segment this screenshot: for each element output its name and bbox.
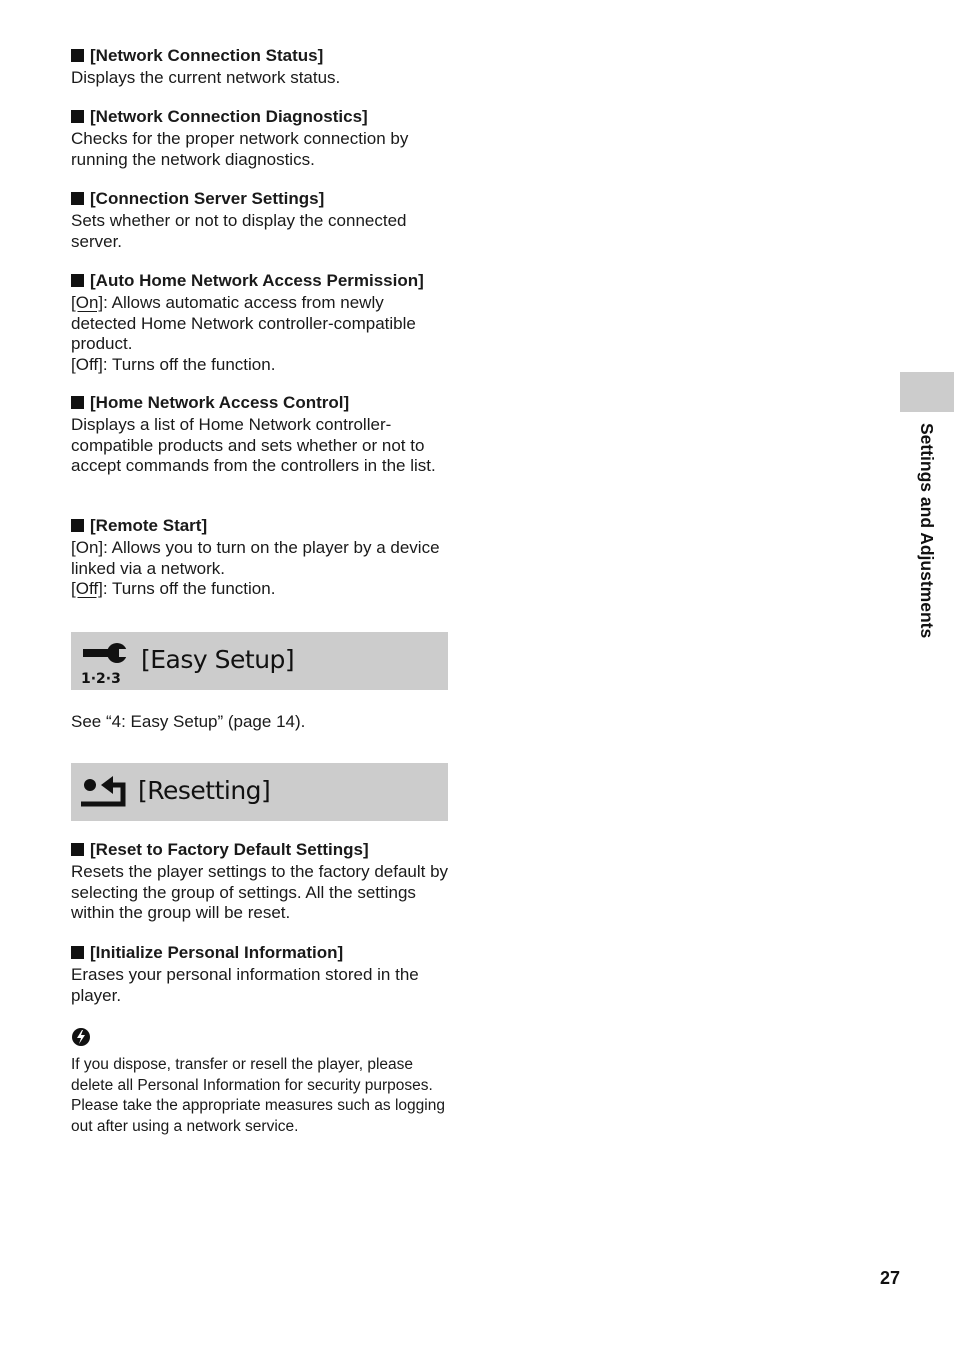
side-tab-text: Settings and Adjustments — [917, 423, 937, 639]
warning-icon — [71, 1027, 91, 1047]
bullet-square-icon — [71, 519, 84, 532]
section-body: Displays the current network status. — [71, 68, 341, 87]
section-title: [Home Network Access Control] — [90, 393, 350, 412]
option-off-text: : Turns off the function. — [102, 579, 276, 598]
resetting-title: [Resetting] — [138, 776, 271, 805]
section-auto-home-network-access — [71, 271, 449, 375]
section-connection-server-settings — [71, 189, 449, 252]
wrench-icon — [79, 632, 139, 690]
bullet-square-icon — [71, 274, 84, 287]
resetting-banner — [71, 763, 448, 821]
section-body: Checks for the proper network connection by running the network diagnostics. — [71, 129, 409, 169]
option-off-text: : Turns off the function. — [102, 354, 276, 374]
section-reset-factory-defaults — [71, 840, 449, 924]
section-heading — [71, 840, 449, 860]
section-remote-start — [71, 516, 449, 600]
section-title: [Reset to Factory Default Settings] — [90, 840, 369, 859]
section-network-connection-status — [71, 46, 449, 89]
easy-setup-text — [71, 710, 449, 733]
bullet-square-icon — [71, 110, 84, 123]
section-title: [Auto Home Network Access Permission] — [90, 271, 424, 290]
section-body: Sets whether or not to display the connected server. — [71, 211, 407, 251]
option-off: [Off] — [71, 354, 103, 374]
easy-setup-reference: See “4: Easy Setup” (page 14). — [71, 712, 306, 731]
bullet-square-icon — [71, 946, 84, 959]
easy-setup-banner — [71, 632, 448, 690]
option-on-text: : Allows you to turn on the player by a device linked via a network. — [71, 538, 440, 578]
note-text: If you dispose, transfer or resell the player, please delete all Personal Information for security purposes. Please take the appropriate measures such as logging out after using a network service. — [71, 1056, 445, 1135]
bullet-square-icon — [71, 396, 84, 409]
option-on: [On] — [71, 538, 104, 557]
default-option-off: [Off] — [71, 579, 103, 598]
section-heading — [71, 393, 449, 413]
section-heading — [71, 107, 449, 127]
section-body — [71, 293, 449, 375]
icon-number-text: 1·2·3 — [81, 671, 121, 687]
section-title: [Connection Server Settings] — [90, 189, 325, 208]
reset-icon — [79, 763, 139, 821]
side-tab-label — [915, 423, 939, 683]
option-on-text: : Allows automatic access from newly detected Home Network controller-compatible product. — [71, 293, 416, 353]
section-network-connection-diagnostics — [71, 107, 449, 170]
bullet-square-icon — [71, 192, 84, 205]
bullet-square-icon — [71, 843, 84, 856]
section-heading — [71, 516, 449, 536]
section-title: [Network Connection Status] — [90, 46, 324, 65]
section-initialize-personal-info — [71, 943, 449, 1006]
bullet-square-icon — [71, 49, 84, 62]
section-title: [Network Connection Diagnostics] — [90, 107, 368, 126]
side-tab-marker — [900, 372, 954, 412]
note-block — [71, 1027, 449, 1137]
default-option-on: [On] — [71, 293, 104, 312]
section-title: [Remote Start] — [90, 516, 208, 535]
section-heading — [71, 46, 449, 66]
section-body — [71, 538, 449, 600]
section-heading — [71, 271, 449, 291]
section-title: [Initialize Personal Information] — [90, 943, 344, 962]
section-body: Erases your personal information stored in the player. — [71, 965, 419, 1005]
section-body: Displays a list of Home Network controller-compatible products and sets whether or not to accept commands from the controllers in the list. — [71, 415, 436, 475]
page-number: 27 — [880, 1268, 901, 1288]
section-body: Resets the player settings to the factory default by selecting the group of settings. All the settings within the group will be reset. — [71, 862, 449, 922]
section-home-network-access-control — [71, 393, 449, 477]
section-heading — [71, 943, 449, 963]
section-heading — [71, 189, 449, 209]
easy-setup-title: [Easy Setup] — [141, 645, 295, 674]
